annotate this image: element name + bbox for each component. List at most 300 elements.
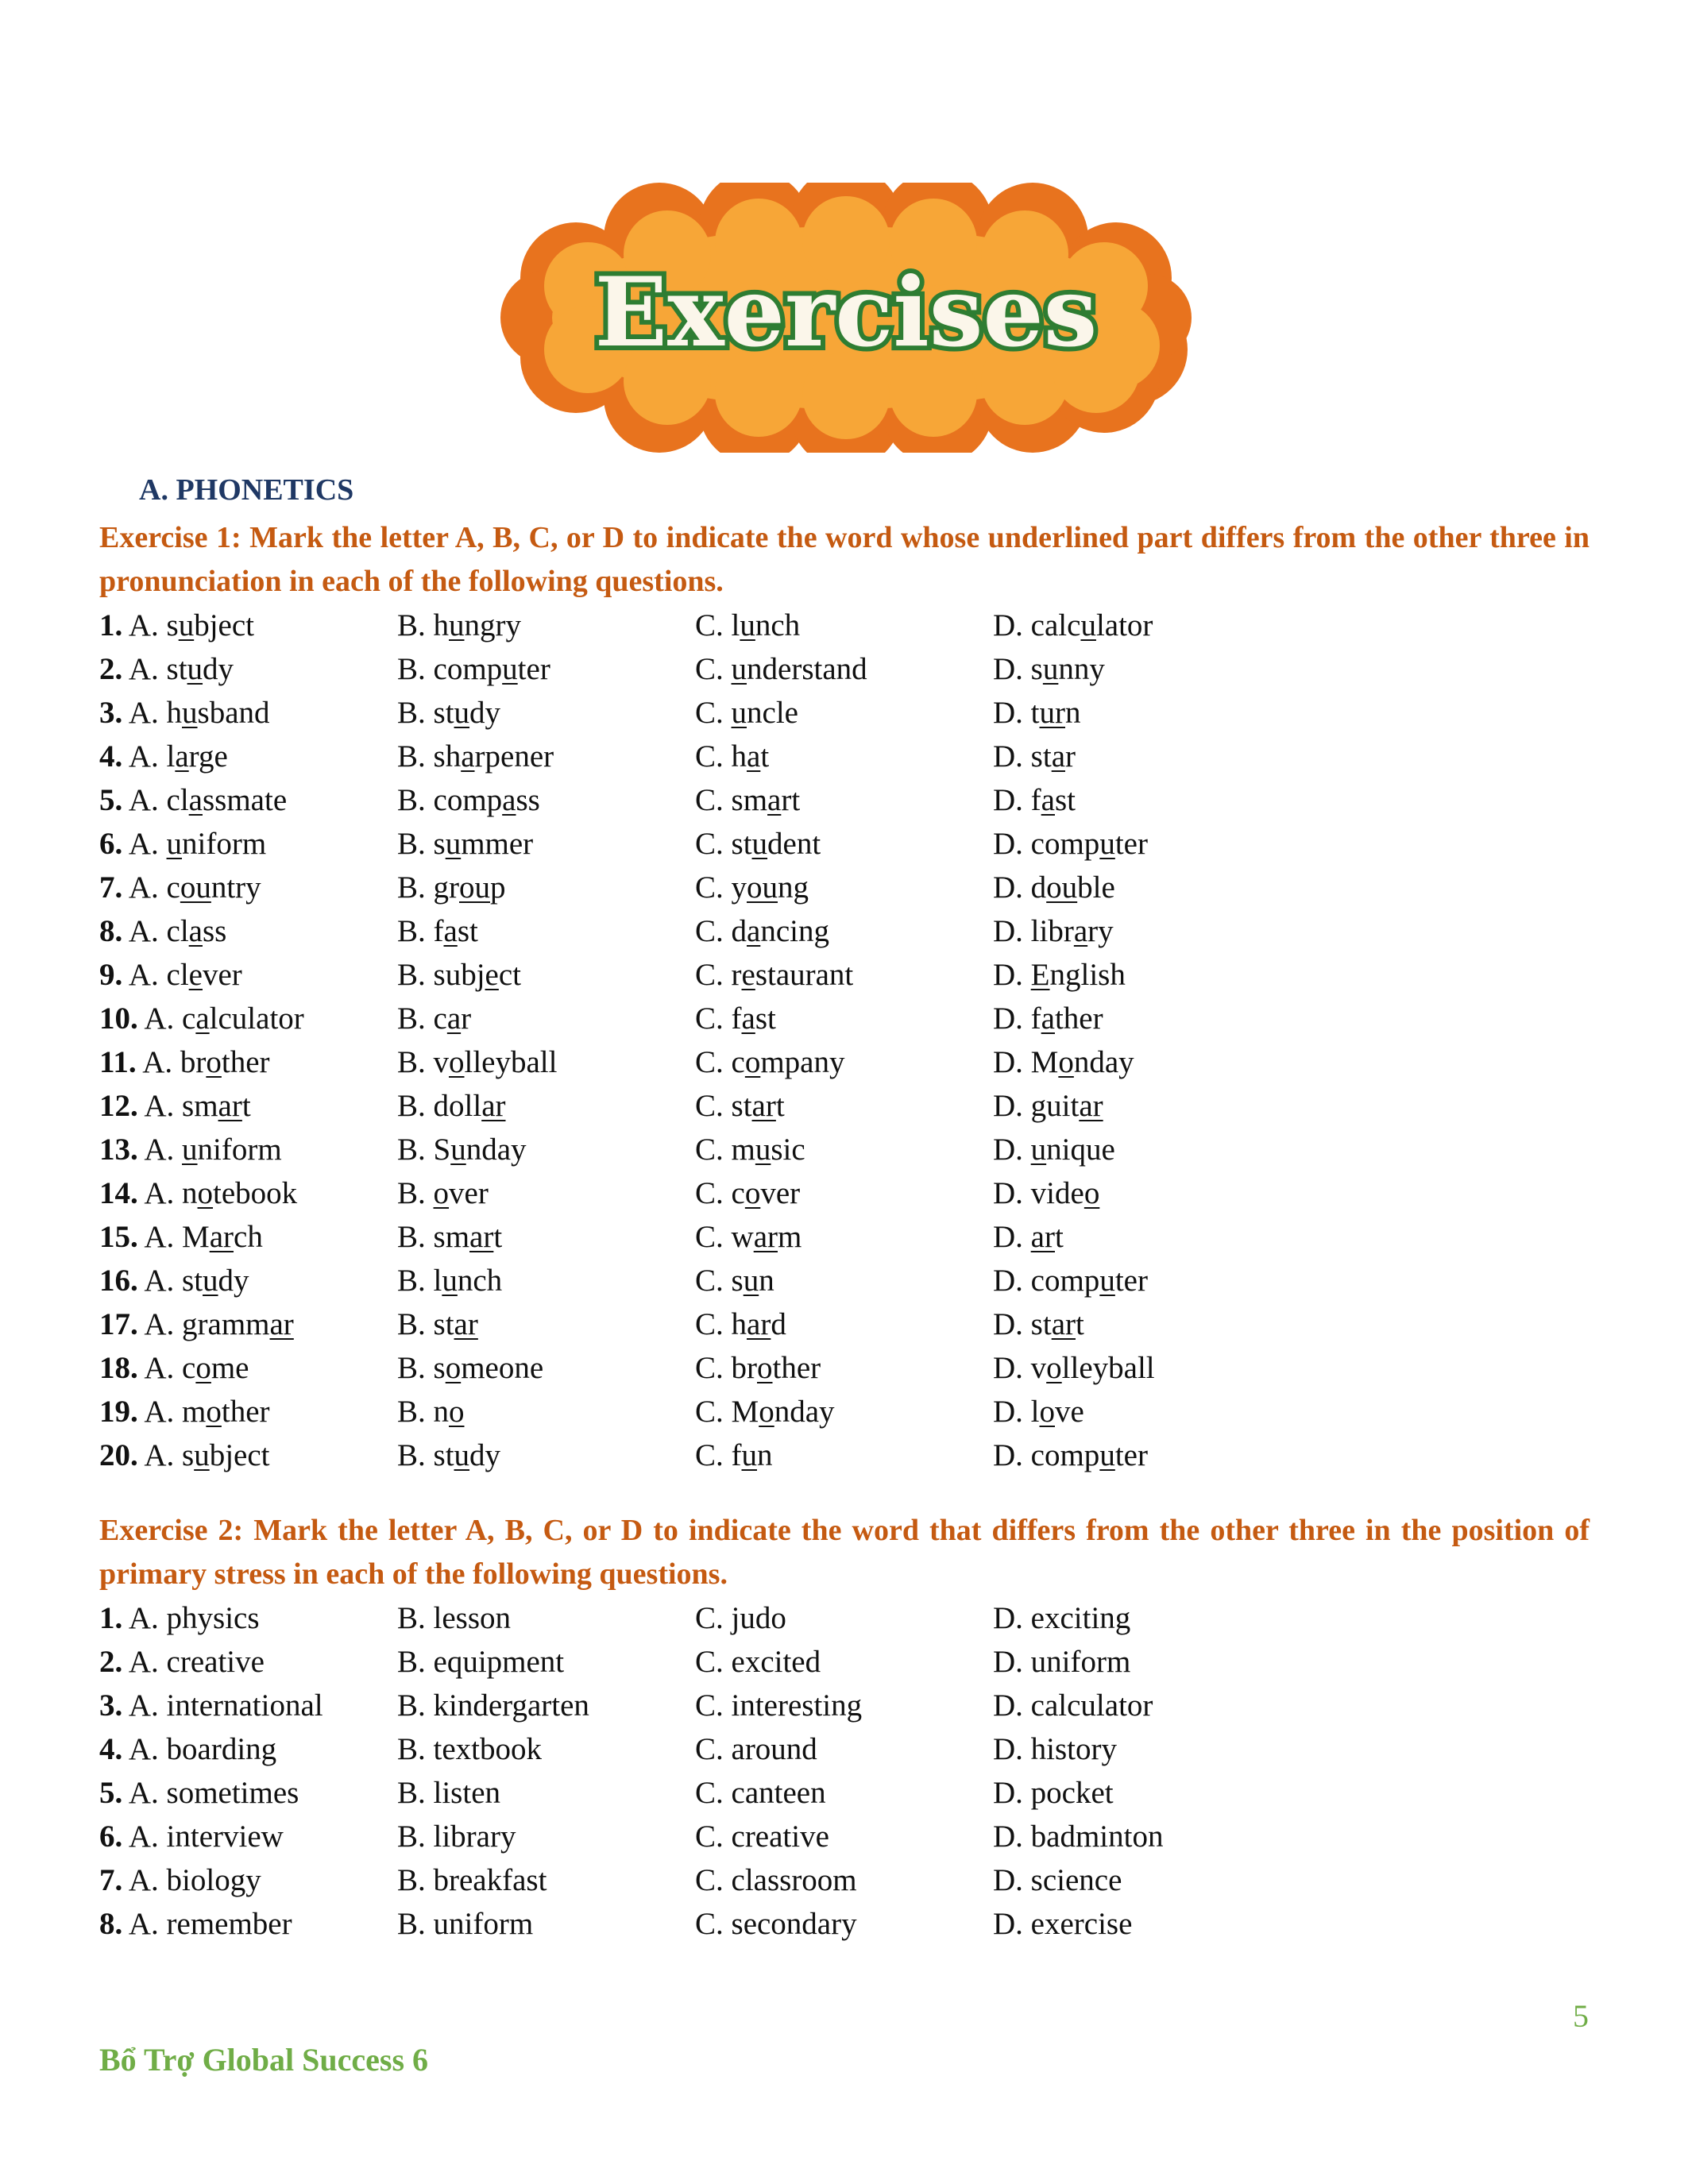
badge-text: Exercises <box>594 257 1098 369</box>
option-text: st <box>457 914 478 948</box>
underlined-part: ar <box>753 1220 778 1254</box>
option-text: D. exciting <box>993 1601 1131 1635</box>
underlined-part: E <box>1030 958 1050 992</box>
option-text: nique <box>1046 1133 1115 1167</box>
option-c[interactable] <box>695 1171 800 1215</box>
option-text: A. <box>144 1133 183 1167</box>
option-text: ncing <box>760 914 829 948</box>
question-row <box>99 1684 1593 1727</box>
underlined-part: u <box>731 696 747 730</box>
option-text: B. sh <box>397 739 462 774</box>
option-c[interactable] <box>695 1684 862 1727</box>
underlined-part: o <box>206 1045 222 1079</box>
question-row <box>99 1433 1593 1477</box>
option-a[interactable] <box>99 953 242 997</box>
option-text: bject <box>194 608 254 642</box>
option-a[interactable] <box>99 1215 263 1259</box>
question-number: 8. <box>99 1907 123 1941</box>
option-b[interactable] <box>397 1640 564 1684</box>
underlined-part: o <box>1058 1045 1074 1079</box>
option-text: dy <box>218 1264 249 1298</box>
option-text: me <box>211 1351 249 1385</box>
underlined-part: a <box>461 739 475 774</box>
underlined-part: o <box>449 1395 465 1429</box>
option-a[interactable] <box>99 1084 251 1128</box>
question-row <box>99 1771 1593 1815</box>
option-d[interactable] <box>993 822 1148 866</box>
option-c[interactable] <box>695 997 776 1040</box>
option-text: A. boarding <box>128 1732 277 1766</box>
option-text: lculator <box>209 1001 304 1036</box>
option-d[interactable] <box>993 778 1076 822</box>
option-a[interactable] <box>99 647 234 691</box>
option-d[interactable] <box>993 1596 1130 1640</box>
option-c[interactable] <box>695 1346 821 1390</box>
option-a[interactable] <box>99 1040 270 1084</box>
question-row <box>99 1727 1593 1771</box>
option-b[interactable] <box>397 953 521 997</box>
question-number: 1. <box>99 608 123 642</box>
underlined-part: o <box>197 1176 214 1210</box>
question-row <box>99 1858 1593 1902</box>
option-text: A. sometimes <box>128 1776 299 1810</box>
underlined-part: u <box>450 1133 466 1167</box>
underlined-part: a <box>741 1001 755 1036</box>
footer-title: Bổ Trợ Global Success 6 <box>99 2042 429 2078</box>
option-text: D. v <box>993 1351 1047 1385</box>
option-a[interactable] <box>99 1302 294 1346</box>
underlined-part: a <box>1051 739 1065 774</box>
option-text: D. pocket <box>993 1776 1114 1810</box>
option-b[interactable] <box>397 997 471 1040</box>
option-a[interactable] <box>99 1346 249 1390</box>
option-text: C. st <box>695 827 752 861</box>
option-text: nday <box>465 1133 527 1167</box>
option-text: sband <box>197 696 270 730</box>
option-text: C. c <box>695 1176 745 1210</box>
option-text: ngry <box>464 608 522 642</box>
option-text: A. st <box>144 1264 203 1298</box>
option-b[interactable] <box>397 1727 542 1771</box>
option-d[interactable] <box>993 735 1076 778</box>
underlined-part: ar <box>751 1089 776 1123</box>
option-text: n <box>757 1438 773 1472</box>
option-text: D. exercise <box>993 1907 1133 1941</box>
option-d[interactable] <box>993 647 1105 691</box>
option-text: dy <box>469 696 501 730</box>
underlined-part: u <box>445 827 462 861</box>
option-a[interactable] <box>99 1128 282 1171</box>
underlined-part: o <box>1046 1351 1062 1385</box>
exercise1-instruction: Exercise 1: Mark the letter A, B, C, or D to indicate the word whose underlined part differs from the other three in pronunciation in each of the following questions. <box>99 521 1590 598</box>
option-b[interactable] <box>397 735 554 778</box>
option-d[interactable] <box>993 1346 1155 1390</box>
option-b[interactable] <box>397 909 478 953</box>
underlined-part: u <box>741 1438 757 1472</box>
option-text: r <box>1065 739 1076 774</box>
option-a[interactable] <box>99 604 254 647</box>
option-text: ter <box>517 652 550 686</box>
option-a[interactable] <box>99 1259 249 1302</box>
option-d[interactable] <box>993 1727 1117 1771</box>
option-c[interactable] <box>695 1640 821 1684</box>
option-text: mmer <box>461 827 534 861</box>
option-text: A. c <box>128 870 180 905</box>
option-text: B. st <box>397 1307 454 1341</box>
exercise2-instruction: Exercise 2: Mark the letter A, B, C, or D to indicate the word that differs from the other three in the position of primary stress in each of the following questions. <box>99 1514 1590 1591</box>
question-row <box>99 1902 1593 1946</box>
option-b[interactable] <box>397 1302 478 1346</box>
option-c[interactable] <box>695 1084 785 1128</box>
option-b[interactable] <box>397 1684 589 1727</box>
option-c[interactable] <box>695 953 853 997</box>
option-text: A. creative <box>128 1645 265 1679</box>
option-d[interactable] <box>993 953 1126 997</box>
option-text: dy <box>469 1438 501 1472</box>
option-text: A. sm <box>144 1089 218 1123</box>
option-text: mpany <box>760 1045 845 1079</box>
option-text: D. comp <box>993 827 1100 861</box>
option-b[interactable] <box>397 822 533 866</box>
underlined-part: o <box>449 1045 465 1079</box>
option-text: nch <box>755 608 801 642</box>
question-number: 13. <box>99 1133 138 1167</box>
underlined-part: o <box>1039 1395 1055 1429</box>
option-text: ther <box>1054 1001 1103 1036</box>
option-b[interactable] <box>397 1433 500 1477</box>
question-number: 4. <box>99 739 123 774</box>
underlined-part: ou <box>180 870 211 905</box>
option-text: nny <box>1058 652 1105 686</box>
option-text: p <box>490 870 506 905</box>
underlined-part: e <box>188 958 203 992</box>
option-text: ss <box>202 914 227 948</box>
option-a[interactable] <box>99 735 228 778</box>
option-d[interactable] <box>993 604 1153 647</box>
option-text: B. st <box>397 696 454 730</box>
option-b[interactable] <box>397 1858 547 1902</box>
option-text: D. s <box>993 652 1043 686</box>
question-number: 3. <box>99 696 123 730</box>
question-row <box>99 604 1593 647</box>
option-text: A. physics <box>128 1601 260 1635</box>
option-text: C. m <box>695 1133 755 1167</box>
option-c[interactable] <box>695 604 800 647</box>
option-a[interactable] <box>99 1390 270 1433</box>
option-text: A. biology <box>128 1863 261 1897</box>
option-d[interactable] <box>993 1858 1122 1902</box>
option-text: niform <box>182 827 267 861</box>
option-text: t <box>1076 1307 1084 1341</box>
underlined-part: u <box>1099 1438 1115 1472</box>
option-text: C. f <box>695 1001 742 1036</box>
option-c[interactable] <box>695 1259 774 1302</box>
option-text: D. science <box>993 1863 1122 1897</box>
option-text: C. interesting <box>695 1688 863 1723</box>
option-a[interactable] <box>99 1858 261 1902</box>
option-b[interactable] <box>397 1171 489 1215</box>
option-c[interactable] <box>695 1902 857 1946</box>
option-b[interactable] <box>397 778 540 822</box>
underlined-part: ar <box>218 1089 242 1123</box>
underlined-part: u <box>182 696 198 730</box>
option-d[interactable] <box>993 1040 1134 1084</box>
option-text: t <box>1054 1220 1064 1254</box>
question-row <box>99 647 1593 691</box>
option-c[interactable] <box>695 822 821 866</box>
option-text: B. kindergarten <box>397 1688 589 1723</box>
option-b[interactable] <box>397 604 521 647</box>
option-c[interactable] <box>695 1771 826 1815</box>
option-text: niform <box>197 1133 282 1167</box>
option-a[interactable] <box>99 778 287 822</box>
option-c[interactable] <box>695 691 798 735</box>
option-a[interactable] <box>99 1815 284 1858</box>
option-text: ther <box>772 1351 821 1385</box>
option-c[interactable] <box>695 1596 786 1640</box>
option-text: lleyball <box>464 1045 558 1079</box>
option-d[interactable] <box>993 1302 1084 1346</box>
option-text: ncle <box>747 696 798 730</box>
underlined-part: ar <box>209 1220 234 1254</box>
option-text: B. gr <box>397 870 459 905</box>
option-a[interactable] <box>99 1171 297 1215</box>
question-row <box>99 953 1593 997</box>
option-text: sic <box>771 1133 805 1167</box>
option-text: r <box>461 1001 472 1036</box>
underlined-part: u <box>442 1264 458 1298</box>
option-text: ter <box>1114 1438 1148 1472</box>
option-text: t <box>241 1089 251 1123</box>
option-text: B. textbook <box>397 1732 542 1766</box>
option-text: D. st <box>993 739 1052 774</box>
option-text: ver <box>760 1176 801 1210</box>
option-text: B. subj <box>397 958 485 992</box>
underlined-part: ar <box>454 1307 478 1341</box>
option-text: C. d <box>695 914 747 948</box>
option-text: n <box>1065 696 1081 730</box>
option-c[interactable] <box>695 1815 829 1858</box>
option-text: B. s <box>397 1351 446 1385</box>
option-a[interactable] <box>99 1640 265 1684</box>
option-text: nderstand <box>747 652 867 686</box>
option-text: lator <box>1095 608 1153 642</box>
option-text: ver <box>202 958 242 992</box>
option-text: B. lesson <box>397 1601 512 1635</box>
option-d[interactable] <box>993 1902 1132 1946</box>
option-c[interactable] <box>695 1390 835 1433</box>
option-b[interactable] <box>397 1128 527 1171</box>
underlined-part: ar <box>1051 1307 1076 1341</box>
underlined-part: ou <box>1046 870 1078 905</box>
option-text: C. br <box>695 1351 757 1385</box>
option-c[interactable] <box>695 1128 805 1171</box>
option-text: m <box>778 1220 802 1254</box>
underlined-part: e <box>485 958 499 992</box>
section-title: A. PHONETICS <box>139 473 354 507</box>
option-text: t <box>493 1220 503 1254</box>
option-text: D. <box>993 1133 1031 1167</box>
exercises-badge <box>500 183 1192 453</box>
option-d[interactable] <box>993 691 1081 735</box>
option-c[interactable] <box>695 735 769 778</box>
option-text: D. f <box>993 783 1041 817</box>
underlined-part: o <box>759 1395 774 1429</box>
option-a[interactable] <box>99 822 266 866</box>
question-number: 7. <box>99 870 123 905</box>
option-text: C. secondary <box>695 1907 857 1941</box>
option-a[interactable] <box>99 1727 276 1771</box>
underlined-part: a <box>1041 1001 1055 1036</box>
option-c[interactable] <box>695 866 809 909</box>
option-d[interactable] <box>993 1128 1115 1171</box>
option-text: B. <box>397 1176 434 1210</box>
option-text: A. s <box>128 608 179 642</box>
underlined-part: a <box>443 914 458 948</box>
question-row <box>99 1640 1593 1684</box>
option-a[interactable] <box>99 1596 260 1640</box>
option-text: D. comp <box>993 1264 1100 1298</box>
question-row <box>99 1215 1593 1259</box>
option-d[interactable] <box>993 1390 1084 1433</box>
option-text: A. international <box>128 1688 323 1723</box>
option-d[interactable] <box>993 997 1103 1040</box>
option-a[interactable] <box>99 1902 292 1946</box>
question-number: 2. <box>99 652 123 686</box>
option-text: C. y <box>695 870 747 905</box>
underlined-part: o <box>195 1351 211 1385</box>
option-b[interactable] <box>397 647 550 691</box>
question-row <box>99 909 1593 953</box>
option-a[interactable] <box>99 909 226 953</box>
question-number: 17. <box>99 1307 138 1341</box>
underlined-part: u <box>1030 1133 1047 1167</box>
option-b[interactable] <box>397 1040 557 1084</box>
option-c[interactable] <box>695 778 800 822</box>
option-c[interactable] <box>695 1215 802 1259</box>
underlined-part: e <box>741 958 755 992</box>
option-b[interactable] <box>397 691 500 735</box>
option-d[interactable] <box>993 1084 1103 1128</box>
option-text: n <box>759 1264 774 1298</box>
exercise1-questions <box>99 604 1593 1477</box>
option-d[interactable] <box>993 1215 1064 1259</box>
question-row <box>99 1171 1593 1215</box>
underlined-part: u <box>203 1264 218 1298</box>
option-a[interactable] <box>99 1684 323 1727</box>
option-text: A. cl <box>128 783 189 817</box>
option-d[interactable] <box>993 1684 1153 1727</box>
option-text: D. badminton <box>993 1819 1164 1854</box>
underlined-part: u <box>755 1133 771 1167</box>
question-row <box>99 822 1593 866</box>
underlined-part: o <box>757 1351 773 1385</box>
underlined-part: ar <box>1030 1220 1055 1254</box>
option-text: C. h <box>695 1307 747 1341</box>
underlined-part: a <box>502 783 516 817</box>
underlined-part: u <box>1080 608 1096 642</box>
option-b[interactable] <box>397 1084 506 1128</box>
option-d[interactable] <box>993 866 1115 909</box>
option-text: D. vide <box>993 1176 1084 1210</box>
option-c[interactable] <box>695 1040 844 1084</box>
option-text: ct <box>498 958 521 992</box>
option-b[interactable] <box>397 866 506 909</box>
option-d[interactable] <box>993 1433 1148 1477</box>
question-row <box>99 1815 1593 1858</box>
option-text: B. sm <box>397 1220 470 1254</box>
option-a[interactable] <box>99 1433 270 1477</box>
option-d[interactable] <box>993 1771 1114 1815</box>
question-number: 7. <box>99 1863 123 1897</box>
option-text: C. l <box>695 608 740 642</box>
option-text: B. library <box>397 1819 516 1854</box>
option-b[interactable] <box>397 1902 533 1946</box>
question-row <box>99 691 1593 735</box>
underlined-part: u <box>740 608 755 642</box>
option-c[interactable] <box>695 1302 786 1346</box>
option-b[interactable] <box>397 1346 543 1390</box>
option-b[interactable] <box>397 1596 511 1640</box>
option-d[interactable] <box>993 1171 1099 1215</box>
option-text: A. gramm <box>144 1307 270 1341</box>
option-d[interactable] <box>993 1259 1148 1302</box>
option-d[interactable] <box>993 1640 1130 1684</box>
option-text: nday <box>774 1395 835 1429</box>
underlined-part: o <box>445 1351 462 1385</box>
option-d[interactable] <box>993 1815 1163 1858</box>
question-row <box>99 1346 1593 1390</box>
option-b[interactable] <box>397 1259 502 1302</box>
option-text: dy <box>203 652 234 686</box>
option-text: ver <box>449 1176 489 1210</box>
option-text: A. <box>128 827 167 861</box>
option-c[interactable] <box>695 1858 857 1902</box>
option-a[interactable] <box>99 1771 299 1815</box>
option-text: tebook <box>213 1176 298 1210</box>
option-text: C. excited <box>695 1645 821 1679</box>
option-text: B. S <box>397 1133 451 1167</box>
question-number: 6. <box>99 827 123 861</box>
question-row <box>99 1084 1593 1128</box>
option-a[interactable] <box>99 866 261 909</box>
option-text: D. d <box>993 870 1047 905</box>
option-a[interactable] <box>99 691 270 735</box>
option-d[interactable] <box>993 909 1114 953</box>
option-c[interactable] <box>695 647 867 691</box>
question-number: 5. <box>99 1776 123 1810</box>
option-text: ter <box>1114 1264 1148 1298</box>
question-row <box>99 1596 1593 1640</box>
question-number: 4. <box>99 1732 123 1766</box>
option-text: D. comp <box>993 1438 1100 1472</box>
underlined-part: ur <box>1039 696 1065 730</box>
question-number: 19. <box>99 1395 138 1429</box>
question-number: 10. <box>99 1001 138 1036</box>
option-text: D. st <box>993 1307 1052 1341</box>
option-b[interactable] <box>397 1771 500 1815</box>
option-c[interactable] <box>695 909 829 953</box>
underlined-part: u <box>449 608 465 642</box>
option-b[interactable] <box>397 1815 516 1858</box>
option-c[interactable] <box>695 1433 773 1477</box>
option-b[interactable] <box>397 1215 502 1259</box>
option-b[interactable] <box>397 1390 465 1433</box>
option-a[interactable] <box>99 997 304 1040</box>
option-text: st <box>755 1001 776 1036</box>
underlined-part: o <box>744 1045 761 1079</box>
option-c[interactable] <box>695 1727 817 1771</box>
